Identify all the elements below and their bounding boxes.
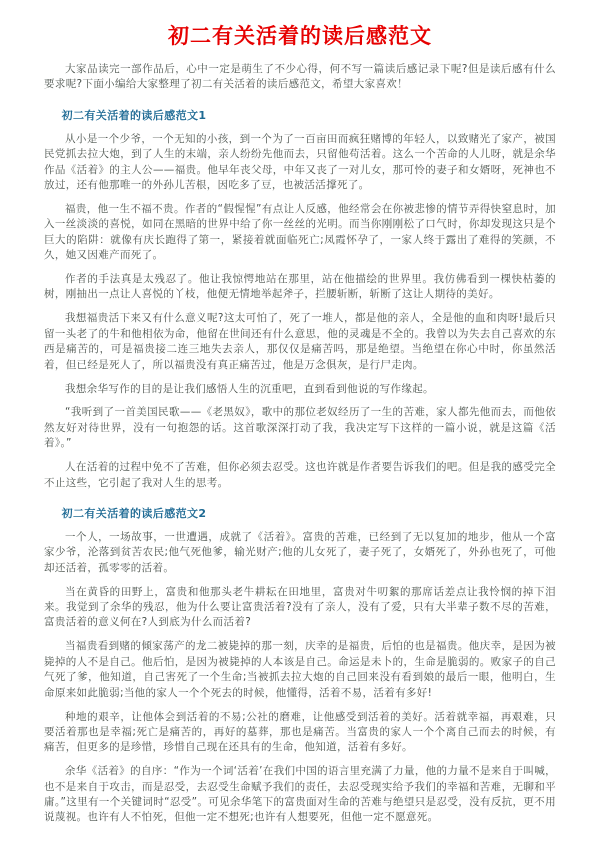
- page-title: 初二有关活着的读后感范文: [168, 24, 432, 48]
- paragraph: “我听到了一首美国民歌——《老黑奴》，歌中的那位老奴经历了一生的苦难，家人都先他而去，而他依然友好对待世界，没有一句抱怨的话。这首歌深深打动了我，我决定写下这样的一篇小说，就是这篇《活着》。”: [44, 406, 556, 450]
- paragraph: 一个人，一场故事，一世遭遇，成就了《活着》。富贵的苦难，已经到了无以复加的地步，他从一个富家少爷，沦落到贫苦农民;他气死他爹，输光财产;他的儿女死了，妻子死了，女婿死了，外孙也死了，可他却还活着，孤零零的活着。: [44, 530, 556, 574]
- paragraph: 人在活着的过程中免不了苦难，但你必须去忍受。这也许就是作者要告诉我们的吧。但是我的感受完全不止这些，它引起了我对人生的思考。: [44, 461, 556, 489]
- intro-paragraph: 大家品读完一部作品后，心中一定是萌生了不少心得，何不写一篇读后感记录下呢?但是读后感有什么要求呢?下面小编给大家整理了初二有关活着的读后感范文，希望大家喜欢！: [44, 63, 556, 91]
- essay-section-1: [44, 107, 556, 491]
- paragraph: 种地的艰辛，让他体会到活着的不易;公社的磨难，让他感受到活着的美好。活着就幸福，再艰难，只要活着那也是幸福;死亡是痛苦的，再好的墓葬，那也是痛苦。当富贵的家人一个个离自己而去的时候，有痛苦，但更多的是珍惜，珍惜自己现在还具有的生命，他知道，活着有多好。: [44, 710, 556, 754]
- section-2-heading: 初二有关活着的读后感范文2: [61, 506, 207, 520]
- paragraph: 作者的手法真是太残忍了。他让我惊愕地站在那里，站在他描绘的世界里。我仿佛看到一棵快枯萎的树，刚抽出一点让人喜悦的丫枝，他便无情地举起斧子，拦腰斩断，斩断了这让人期待的美好。: [44, 273, 556, 301]
- essay-section-2: [44, 505, 556, 826]
- paragraph: 当福贵看到赌的倾家荡产的龙二被毙掉的那一刻，庆幸的是福贵，后怕的也是福贵。他庆幸，是因为被毙掉的人不是自己。他后怕，是因为被毙掉的人本该是自己。命运是未卜的，生命是脆弱的。败家子的自己气死了爹，他知道，自己害死了一个生命;当被抓去拉大炮的自己回来没有看到娘的最后一眼，他明白，生命原来如此脆弱;当他的家人一个个死去的时候，他懂得，活着不易，活着有多好!: [44, 640, 556, 699]
- paragraph: 我想余华写作的目的是让我们感悟人生的沉重吧，直到看到他说的写作缘起。: [65, 382, 434, 395]
- paragraph: 从小是一个少爷，一个无知的小孩，到一个为了一百亩田而疯狂赌博的年轻人，以致赌光了家产，被国民党抓去拉大炮，到了人生的末端，亲人纷纷先他而去，只留他苟活着。这么一个苦命的人儿呀，就是余华作品《活着》的主人公——福贵。他早年丧父母，中年又丧了一对儿女，那可怜的妻子和女婿呀，死神也不放过，还有他那唯一的外孙儿苦根，因吃多了豆，也被活活撑死了。: [44, 132, 556, 192]
- paragraph: 当在黄昏的田野上，富贵和他那头老牛耕耘在田地里，富贵对牛叨絮的那席话差点让我怜悯的掉下泪来。我觉到了余华的残忍，他为什么要让富贵活着?没有了亲人，没有了爱，只有大半辈子数不尽的苦难，富贵活着的意义何在?人到底为什么而活着?: [44, 585, 556, 629]
- paragraph: 我想福贵活下来又有什么意义呢?这太可怕了，死了一堆人，都是他的亲人，全是他的血和肉呀!最后只留一头老了的牛和他相依为命，他留在世间还有什么意思，他的灵魂是不全的。我曾以为失去自己喜欢的东西是痛苦的，可是福贵接二连三地失去亲人，那仅仅是痛苦吗，那是绝望。当绝望在你心中时，你虽然活着，但已经是死人了，所以福贵没有真正痛苦过，他是万念俱灰，是行尸走肉。: [44, 312, 556, 371]
- section-1-heading: 初二有关活着的读后感范文1: [61, 108, 207, 122]
- paragraph: 余华《活着》的自序：“作为一个词‘活着’在我们中国的语言里充满了力量，他的力量不是来自于叫喊，也不是来自于攻击，而是忍受，去忍受生命赋予我们的责任，去忍受现实给予我们的幸福和苦难，无聊和平庸。”这里有一个关键词时“忍受”。可见余华笔下的富贵面对生命的苦难与绝望只是忍受，没有反抗，更不用说蔑视。也许有人不怕死，但他一定不想死;也许有人想要死，但他一定不愿意死。: [44, 765, 556, 824]
- paragraph: 福贵，他一生不福不贵。作者的“假惺惺”有点让人反感，他经常会在你被悲惨的情节弄得快窒息时，加入一丝淡淡的喜悦，如同在黑暗的世界中给了你一丝丝的光明。而当你刚刚松了口气时，你却发现这只是个巨大的陷阱：就像有庆长跑得了第一，紧接着就面临死亡;凤霞怀孕了，一家人终于露出了难得的笑颜，不久，她又因难产而死了。: [44, 202, 556, 262]
